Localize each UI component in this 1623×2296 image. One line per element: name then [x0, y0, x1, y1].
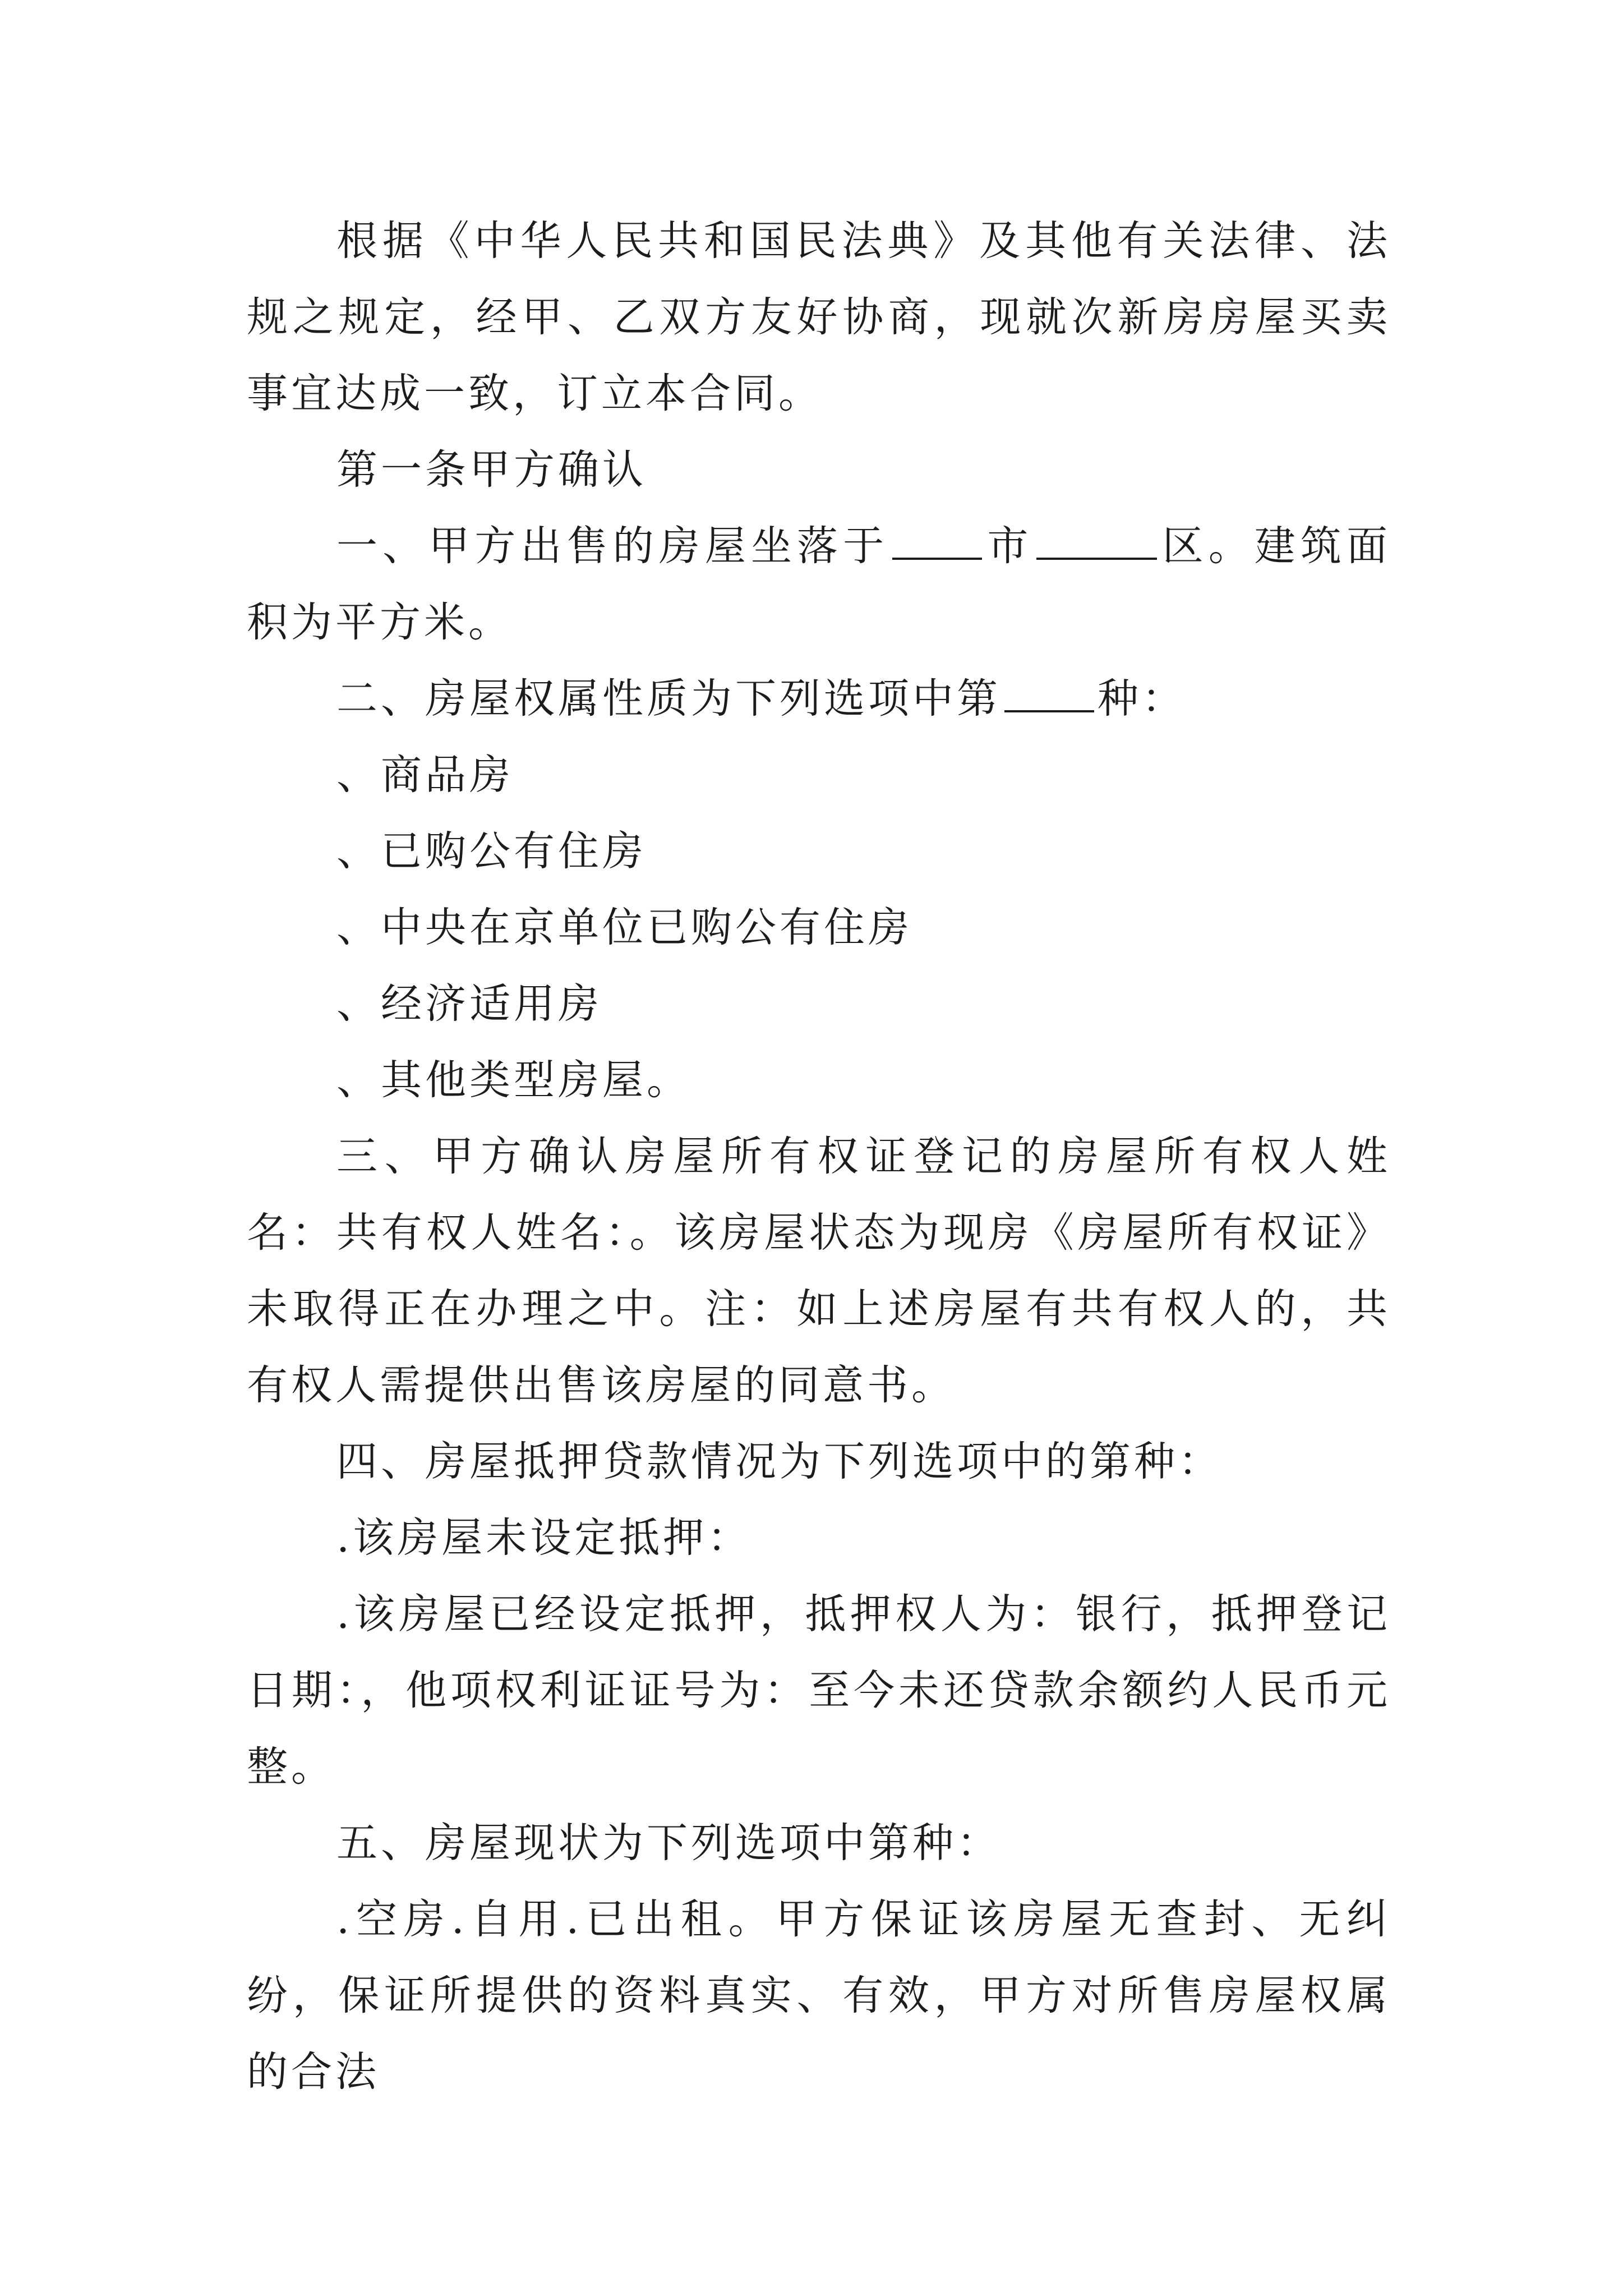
property-type-text-b: 种：: [1098, 675, 1186, 723]
property-type-text-a: 二、房屋权属性质为下列选项中第: [336, 675, 1001, 723]
contract-body: [247, 203, 1391, 2110]
paragraph-ownership: 三、甲方确认房屋所有权证登记的房屋所有权人姓名：共有权人姓名：。该房屋状态为现房《房屋所有权证》未取得正在办理之中。注：如上述房屋有共有权人的，共有权人需提供出售该房屋的同意书。: [247, 1133, 1391, 1409]
option-affordable-housing: 、经济适用房: [336, 980, 602, 1028]
district-blank: [1036, 524, 1157, 560]
location-text-b: 市: [985, 522, 1034, 570]
city-blank: [892, 524, 982, 560]
paragraph-preamble: 根据《中华人民共和国民法典》及其他有关法律、法规之规定，经甲、乙双方友好协商，现就次新房房屋买卖事宜达成一致，订立本合同。: [247, 217, 1391, 417]
paragraph-property-type: [247, 661, 1391, 737]
location-text-a: 一、甲方出售的房屋坐落于: [336, 522, 889, 570]
location-text-c: 区。建筑面积为平方米。: [247, 522, 1391, 646]
paragraph-mortgage: 四、房屋抵押贷款情况为下列选项中的第种：: [336, 1438, 1223, 1485]
paragraph-location: [247, 508, 1391, 661]
option-mortgaged: .该房屋已经设定抵押，抵押权人为：银行，抵押登记日期：，他项权利证证号为：至今未还贷款余额约人民币元整。: [247, 1590, 1391, 1791]
option-purchased-public-housing: 、已购公有住房: [336, 827, 647, 875]
option-central-unit-housing: 、中央在京单位已购公有住房: [336, 904, 912, 951]
paragraph-status-options: .空房.自用.已出租。甲方保证该房屋无查封、无纠纷，保证所提供的资料真实、有效，甲方对所售房屋权属的合法: [247, 1895, 1391, 2096]
option-no-mortgage: .该房屋未设定抵押：: [336, 1514, 752, 1562]
option-commercial-housing: 、商品房: [336, 751, 514, 799]
article-1-heading: 第一条甲方确认: [336, 446, 647, 494]
paragraph-status: 五、房屋现状为下列选项中第种：: [336, 1819, 1001, 1867]
type-blank: [1004, 677, 1094, 712]
option-other-housing: 、其他类型房屋。: [336, 1056, 691, 1104]
